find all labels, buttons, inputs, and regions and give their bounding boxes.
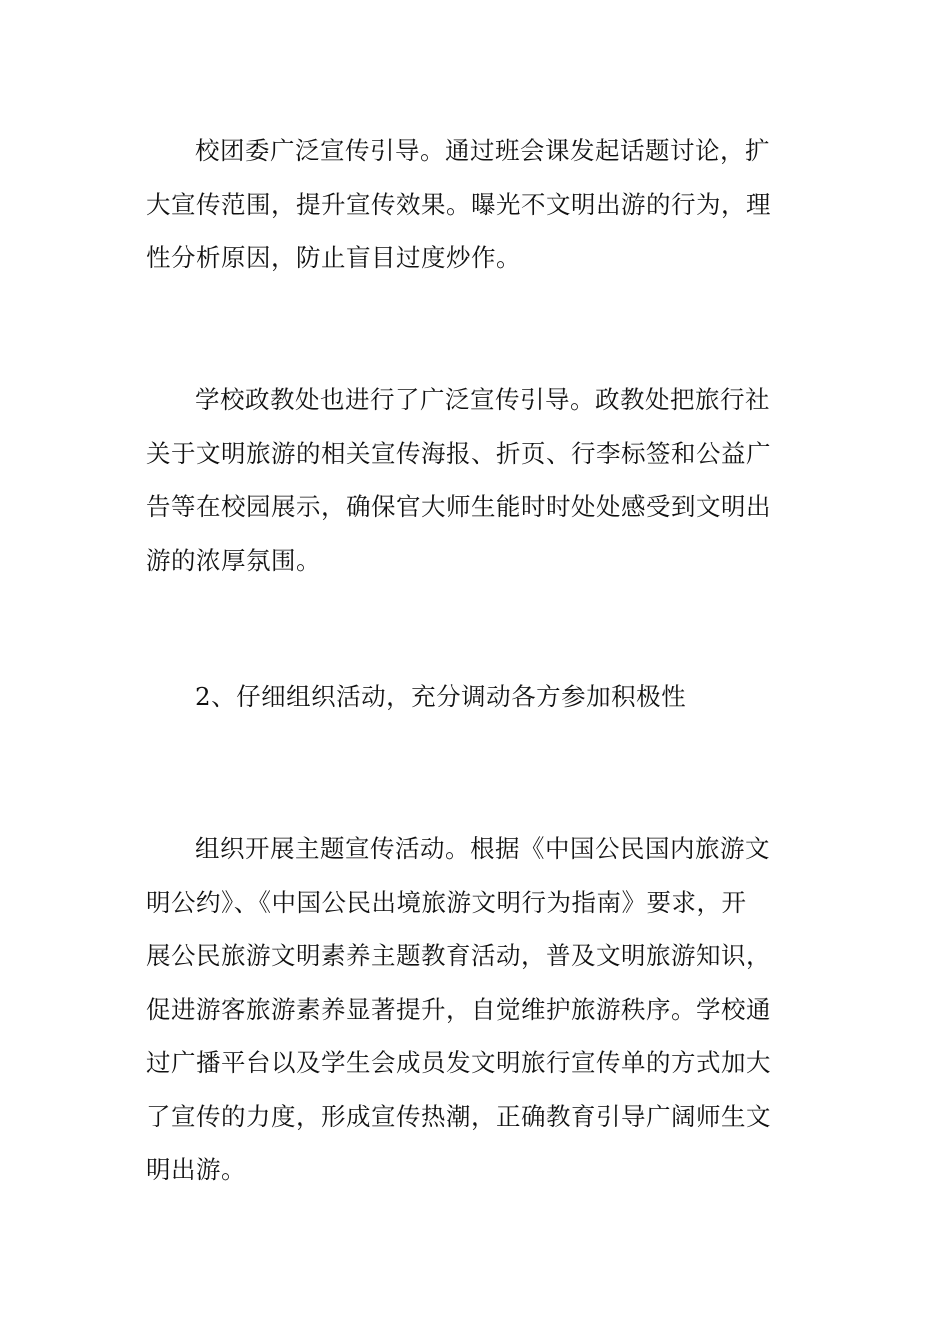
paragraph-campus-youth-league <box>146 124 806 285</box>
section-heading <box>146 670 806 724</box>
paragraph-line: 校团委广泛宣传引导。通过班会课发起话题讨论，扩 <box>195 136 770 165</box>
paragraph-themed-activities <box>146 822 806 1197</box>
paragraph-line: 性分析原因，防止盲目过度炒作。 <box>146 243 521 272</box>
paragraph-line: 过广播平台以及学生会成员发文明旅行宣传单的方式加大 <box>146 1048 771 1077</box>
paragraph-line: 关于文明旅游的相关宣传海报、折页、行李标签和公益广 <box>146 438 771 468</box>
paragraph-line: 明出游。 <box>146 1155 246 1184</box>
paragraph-political-education-office <box>146 373 806 587</box>
section-heading-text: 2、仔细组织活动，充分调动各方参加积极性 <box>195 682 687 711</box>
paragraph-line: 组织开展主题宣传活动。根据《中国公民国内旅游文 <box>195 834 770 863</box>
paragraph-line: 告等在校园展示，确保官大师生能时时处处感受到文明出 <box>146 492 771 521</box>
paragraph-line: 了宣传的力度，形成宣传热潮，正确教育引导广阔师生文 <box>146 1101 771 1131</box>
paragraph-line: 促进游客旅游素养显著提升，自觉维护旅游秩序。学校通 <box>146 994 771 1024</box>
paragraph-line: 展公民旅游文明素养主题教育活动，普及文明旅游知识， <box>146 941 771 970</box>
paragraph-line: 明公约》、《中国公民出境旅游文明行为指南》要求，开 <box>146 887 747 917</box>
paragraph-line: 学校政教处也进行了广泛宣传引导。政教处把旅行社 <box>195 385 770 414</box>
paragraph-line: 游的浓厚氛围。 <box>146 545 321 575</box>
paragraph-line: 大宣传范围，提升宣传效果。曝光不文明出游的行为，理 <box>146 189 771 219</box>
